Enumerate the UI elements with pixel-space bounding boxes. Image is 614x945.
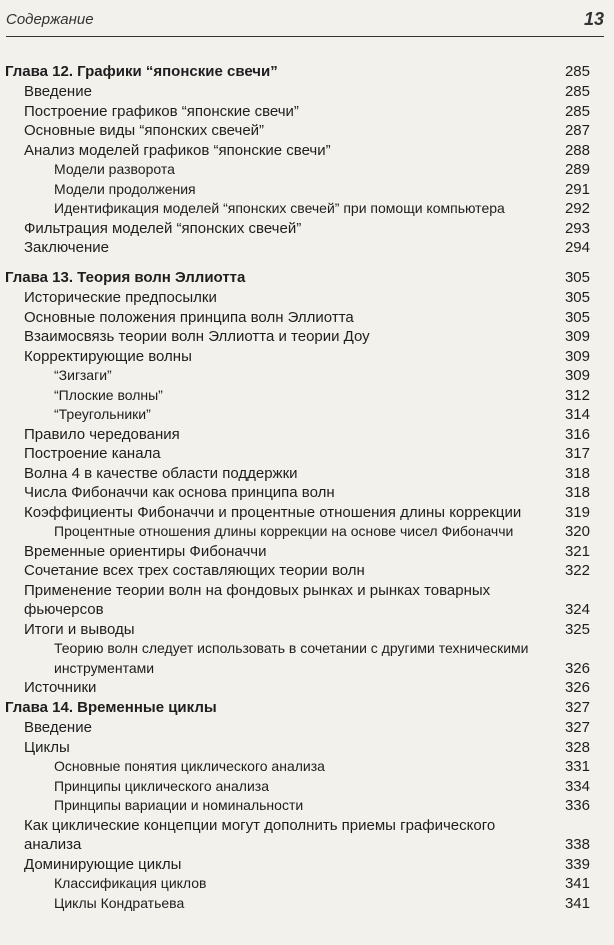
entry-title: Основные виды “японских свечей”: [24, 122, 265, 139]
entry-title: Сочетание всех трех составляющих теории волн: [24, 562, 365, 579]
toc-entry[interactable]: [0, 366, 614, 386]
toc-entry[interactable]: [0, 581, 614, 620]
chapter-entries: [0, 288, 614, 698]
entry-page: 338: [564, 836, 590, 853]
entry-title: Заключение: [24, 239, 109, 256]
entry-page: 285: [564, 83, 590, 100]
entry-page: 285: [564, 102, 590, 120]
toc-entry[interactable]: [0, 386, 614, 406]
chapter-page: 285: [564, 63, 590, 80]
toc-entry[interactable]: [0, 816, 614, 855]
entry-title: Как циклические концепции могут дополнить приемы графического анализа: [24, 816, 496, 853]
chapter-13: [0, 268, 614, 698]
entry-page: 326: [564, 679, 590, 696]
chapter-14: [0, 698, 614, 913]
entry-title: Фильтрация моделей “японских свечей”: [24, 219, 302, 237]
entry-page: 328: [564, 738, 590, 756]
entry-title: “Плоские волны”: [54, 386, 163, 403]
entry-page: 287: [564, 122, 590, 139]
entry-page: 341: [564, 875, 590, 892]
page-header: [6, 8, 604, 37]
entry-title: Построение канала: [24, 445, 161, 462]
entry-title: Построение графиков “японские свечи”: [24, 102, 299, 120]
entry-page: 292: [564, 200, 590, 217]
entry-title: “Зигзаги”: [54, 367, 112, 383]
toc-entry[interactable]: [0, 405, 614, 425]
entry-title: Временные ориентиры Фибоначчи: [24, 542, 267, 560]
entry-page: 305: [564, 308, 590, 326]
entry-page: 318: [564, 464, 590, 482]
toc-entry[interactable]: [0, 678, 614, 698]
toc-entry[interactable]: [0, 855, 614, 875]
entry-title: Циклы Кондратьева: [54, 894, 185, 911]
entry-title: “Треугольники”: [54, 406, 151, 422]
running-title: Содержание: [6, 11, 94, 28]
entry-title: Введение: [24, 719, 92, 736]
chapter-title: Глава 12. Графики “японские свечи”: [5, 63, 278, 80]
toc-entry[interactable]: [0, 327, 614, 347]
entry-title: Модели разворота: [54, 161, 175, 177]
toc-entry[interactable]: [0, 425, 614, 445]
entry-page: 320: [564, 523, 590, 540]
entry-title: Волна 4 в качестве области поддержки: [24, 464, 298, 482]
entry-title: Доминирующие циклы: [24, 855, 182, 873]
toc-entry[interactable]: [0, 542, 614, 562]
toc-entry[interactable]: [0, 102, 614, 122]
entry-title: Основные понятия циклического анализа: [54, 758, 325, 774]
toc-entry[interactable]: [0, 503, 614, 523]
entry-page: 305: [564, 289, 590, 306]
toc-entry[interactable]: [0, 796, 614, 816]
entry-title: Корректирующие волны: [24, 347, 192, 365]
entry-page: 324: [564, 601, 590, 618]
chapter-entries: [0, 82, 614, 258]
toc-entry[interactable]: [0, 738, 614, 758]
entry-title: Правило чередования: [24, 425, 180, 443]
entry-title: Процентные отношения длины коррекции на основе чисел Фибоначчи: [54, 523, 514, 539]
toc-entry[interactable]: [0, 444, 614, 464]
entry-page: 316: [564, 425, 590, 443]
toc-entry[interactable]: [0, 620, 614, 640]
chapter-title-row[interactable]: [0, 698, 614, 718]
toc-entry[interactable]: [0, 483, 614, 503]
entry-page: 294: [564, 239, 590, 256]
toc-entry[interactable]: [0, 308, 614, 328]
toc-entry[interactable]: [0, 757, 614, 777]
entry-title: Коэффициенты Фибоначчи и процентные отношения длины коррекции: [24, 503, 522, 521]
entry-title: Исторические предпосылки: [24, 289, 217, 306]
entry-page: 341: [564, 894, 590, 912]
entry-title: Идентификация моделей “японских свечей” при помощи компьютера: [54, 200, 505, 216]
entry-page: 319: [564, 503, 590, 521]
toc-entry[interactable]: [0, 639, 614, 678]
entry-page: 293: [564, 219, 590, 237]
entry-page: 327: [564, 719, 590, 736]
toc-entry[interactable]: [0, 347, 614, 367]
entry-title: Классификация циклов: [54, 875, 207, 891]
entry-title: Модели продолжения: [54, 180, 196, 197]
chapter-page: 327: [564, 699, 590, 716]
toc-entry[interactable]: [0, 777, 614, 797]
entry-page: 309: [564, 347, 590, 365]
toc-entry[interactable]: [0, 288, 614, 308]
entry-page: 314: [564, 406, 590, 423]
entry-title: Числа Фибоначчи как основа принципа волн: [24, 484, 335, 501]
entry-title: Основные положения принципа волн Эллиотта: [24, 308, 354, 326]
chapter-title-row[interactable]: [0, 62, 614, 82]
entry-page: 336: [564, 797, 590, 814]
chapter-entries: [0, 718, 614, 913]
entry-title: Применение теории волн на фондовых рынках и рынках товарных фьючерсов: [24, 581, 491, 618]
toc-entry[interactable]: [0, 82, 614, 102]
entry-page: 339: [564, 855, 590, 873]
entry-title: Источники: [24, 679, 97, 696]
toc-entry[interactable]: [0, 121, 614, 141]
toc-entry[interactable]: [0, 718, 614, 738]
toc-entry[interactable]: [0, 522, 614, 542]
entry-page: 322: [564, 562, 590, 579]
entry-page: 291: [564, 180, 590, 198]
toc-entry[interactable]: [0, 894, 614, 914]
chapter-title: Глава 14. Временные циклы: [5, 699, 217, 716]
chapter-title-row[interactable]: [0, 268, 614, 288]
entry-title: Взаимосвязь теории волн Эллиотта и теории Доу: [24, 328, 370, 345]
toc-entry[interactable]: [0, 199, 614, 219]
entry-title: Введение: [24, 83, 92, 100]
toc-entry[interactable]: [0, 238, 614, 258]
toc-entry[interactable]: [0, 219, 614, 239]
entry-page: 331: [564, 758, 590, 775]
entry-page: 309: [564, 367, 590, 384]
toc-entry[interactable]: [0, 561, 614, 581]
entry-page: 326: [564, 659, 590, 677]
entry-title: Принципы вариации и номинальности: [54, 797, 304, 813]
page-number: 13: [583, 9, 604, 29]
entry-title: Теорию волн следует использовать в сочетании с другими техническими инструментами: [54, 640, 529, 676]
entry-page: 317: [564, 445, 590, 462]
chapter-title: Глава 13. Теория волн Эллиотта: [5, 269, 246, 286]
entry-page: 318: [564, 484, 590, 501]
entry-title: Циклы: [24, 738, 70, 756]
chapter-page: 305: [564, 269, 590, 286]
entry-page: 334: [564, 777, 590, 795]
entry-title: Принципы циклического анализа: [54, 777, 270, 794]
toc-entry[interactable]: [0, 160, 614, 180]
entry-page: 321: [564, 542, 590, 560]
entry-title: Итоги и выводы: [24, 620, 135, 638]
entry-page: 288: [564, 141, 590, 159]
toc-entry[interactable]: [0, 464, 614, 484]
entry-title: Анализ моделей графиков “японские свечи”: [24, 141, 331, 159]
toc-entry[interactable]: [0, 180, 614, 200]
entry-page: 312: [564, 386, 590, 404]
chapter-12: [0, 62, 614, 258]
entry-page: 309: [564, 328, 590, 345]
entry-page: 325: [564, 620, 590, 638]
toc-entry[interactable]: [0, 141, 614, 161]
entry-page: 289: [564, 161, 590, 178]
toc-entry[interactable]: [0, 874, 614, 894]
